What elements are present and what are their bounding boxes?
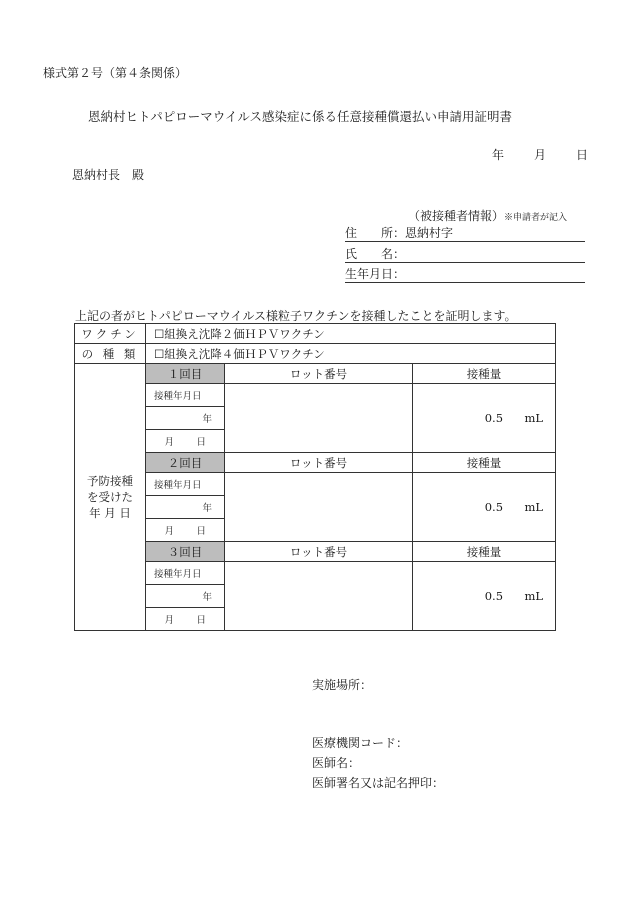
- vaccination-date-label-line: を受けた: [87, 490, 133, 504]
- vaccination-date-label-line: 予防接種: [87, 474, 133, 488]
- name-label: 氏 名：: [345, 247, 406, 261]
- dose-amount-header: 接種量: [413, 364, 556, 384]
- vaccination-date-label-line: 年 月 日: [89, 506, 131, 520]
- birthdate-field[interactable]: [345, 265, 585, 283]
- date-month: 月: [534, 148, 547, 162]
- date-day: 日: [576, 148, 589, 162]
- vaccine-type-label-1: ワクチン: [75, 324, 146, 344]
- dose-2-month-day[interactable]: [146, 519, 225, 542]
- vaccination-date-label: [75, 364, 146, 631]
- month-label: 月: [164, 526, 174, 537]
- dose-1-lot-number-cell[interactable]: [225, 384, 413, 453]
- lot-number-header: ロット番号: [225, 364, 413, 384]
- day-label: 日: [196, 615, 206, 626]
- dose-3-amount-cell: [413, 562, 556, 631]
- date-year: 年: [492, 148, 505, 162]
- vaccination-date-sublabel: 接種年月日: [146, 473, 225, 496]
- dose-1-amount: 0.5: [484, 411, 504, 425]
- lot-number-header: ロット番号: [225, 542, 413, 562]
- dose-amount-header: 接種量: [413, 542, 556, 562]
- date-line: [492, 146, 588, 163]
- dose-1-amount-cell: [413, 384, 556, 453]
- dose-3-label: ３回目: [146, 542, 225, 562]
- vaccine-option-quadrivalent[interactable]: ☐組換え沈降４価ＨＰＶワクチン: [146, 344, 556, 364]
- lot-number-header: ロット番号: [225, 453, 413, 473]
- month-label: 月: [164, 437, 174, 448]
- recipient-info-title: （被接種者情報）: [408, 209, 505, 223]
- address-field[interactable]: [345, 224, 585, 242]
- address-value: 恩納村字: [405, 226, 454, 240]
- dose-3-year[interactable]: 年: [146, 585, 225, 608]
- name-field[interactable]: [345, 245, 585, 263]
- vaccination-table: [74, 323, 556, 631]
- dose-2-unit: mL: [524, 500, 544, 514]
- doctor-signature-label: 医師署名又は記名押印：: [312, 776, 445, 790]
- dose-2-amount-cell: [413, 473, 556, 542]
- dose-2-amount: 0.5: [484, 500, 504, 514]
- month-label: 月: [164, 615, 174, 626]
- day-label: 日: [196, 526, 206, 537]
- vaccine-type-label-2: の 種 類: [75, 344, 146, 364]
- dose-3-amount: 0.5: [484, 589, 504, 603]
- dose-1-year[interactable]: 年: [146, 407, 225, 430]
- document-title: 恩納村ヒトパピローマウイルス感染症に係る任意接種償還払い申請用証明書: [88, 109, 513, 124]
- dose-2-label: ２回目: [146, 453, 225, 473]
- vaccination-date-sublabel: 接種年月日: [146, 562, 225, 585]
- doctor-name-label: 医師名：: [312, 756, 361, 770]
- day-label: 日: [196, 437, 206, 448]
- addressee: 恩納村長 殿: [72, 168, 145, 182]
- form-number: 様式第２号（第４条関係）: [43, 66, 188, 80]
- dose-3-month-day[interactable]: [146, 608, 225, 631]
- dose-2-lot-number-cell[interactable]: [225, 473, 413, 542]
- certification-statement: 上記の者がヒトパピローマウイルス様粒子ワクチンを接種したことを証明します。: [75, 309, 517, 323]
- facility-code-label: 医療機関コード：: [312, 736, 409, 750]
- dose-1-unit: mL: [524, 411, 544, 425]
- dose-2-year[interactable]: 年: [146, 496, 225, 519]
- birthdate-label: 生年月日：: [345, 267, 406, 281]
- dose-3-lot-number-cell[interactable]: [225, 562, 413, 631]
- vaccine-option-bivalent[interactable]: ☐組換え沈降２価ＨＰＶワクチン: [146, 324, 556, 344]
- recipient-info-heading: [408, 207, 567, 224]
- recipient-info-note: ※申請者が記入: [504, 213, 568, 223]
- dose-1-month-day[interactable]: [146, 430, 225, 453]
- dose-1-label: １回目: [146, 364, 225, 384]
- dose-amount-header: 接種量: [413, 453, 556, 473]
- vaccination-place-label: 実施場所：: [312, 678, 373, 692]
- vaccination-date-sublabel: 接種年月日: [146, 384, 225, 407]
- address-label: 住 所：: [345, 226, 406, 240]
- dose-3-unit: mL: [524, 589, 544, 603]
